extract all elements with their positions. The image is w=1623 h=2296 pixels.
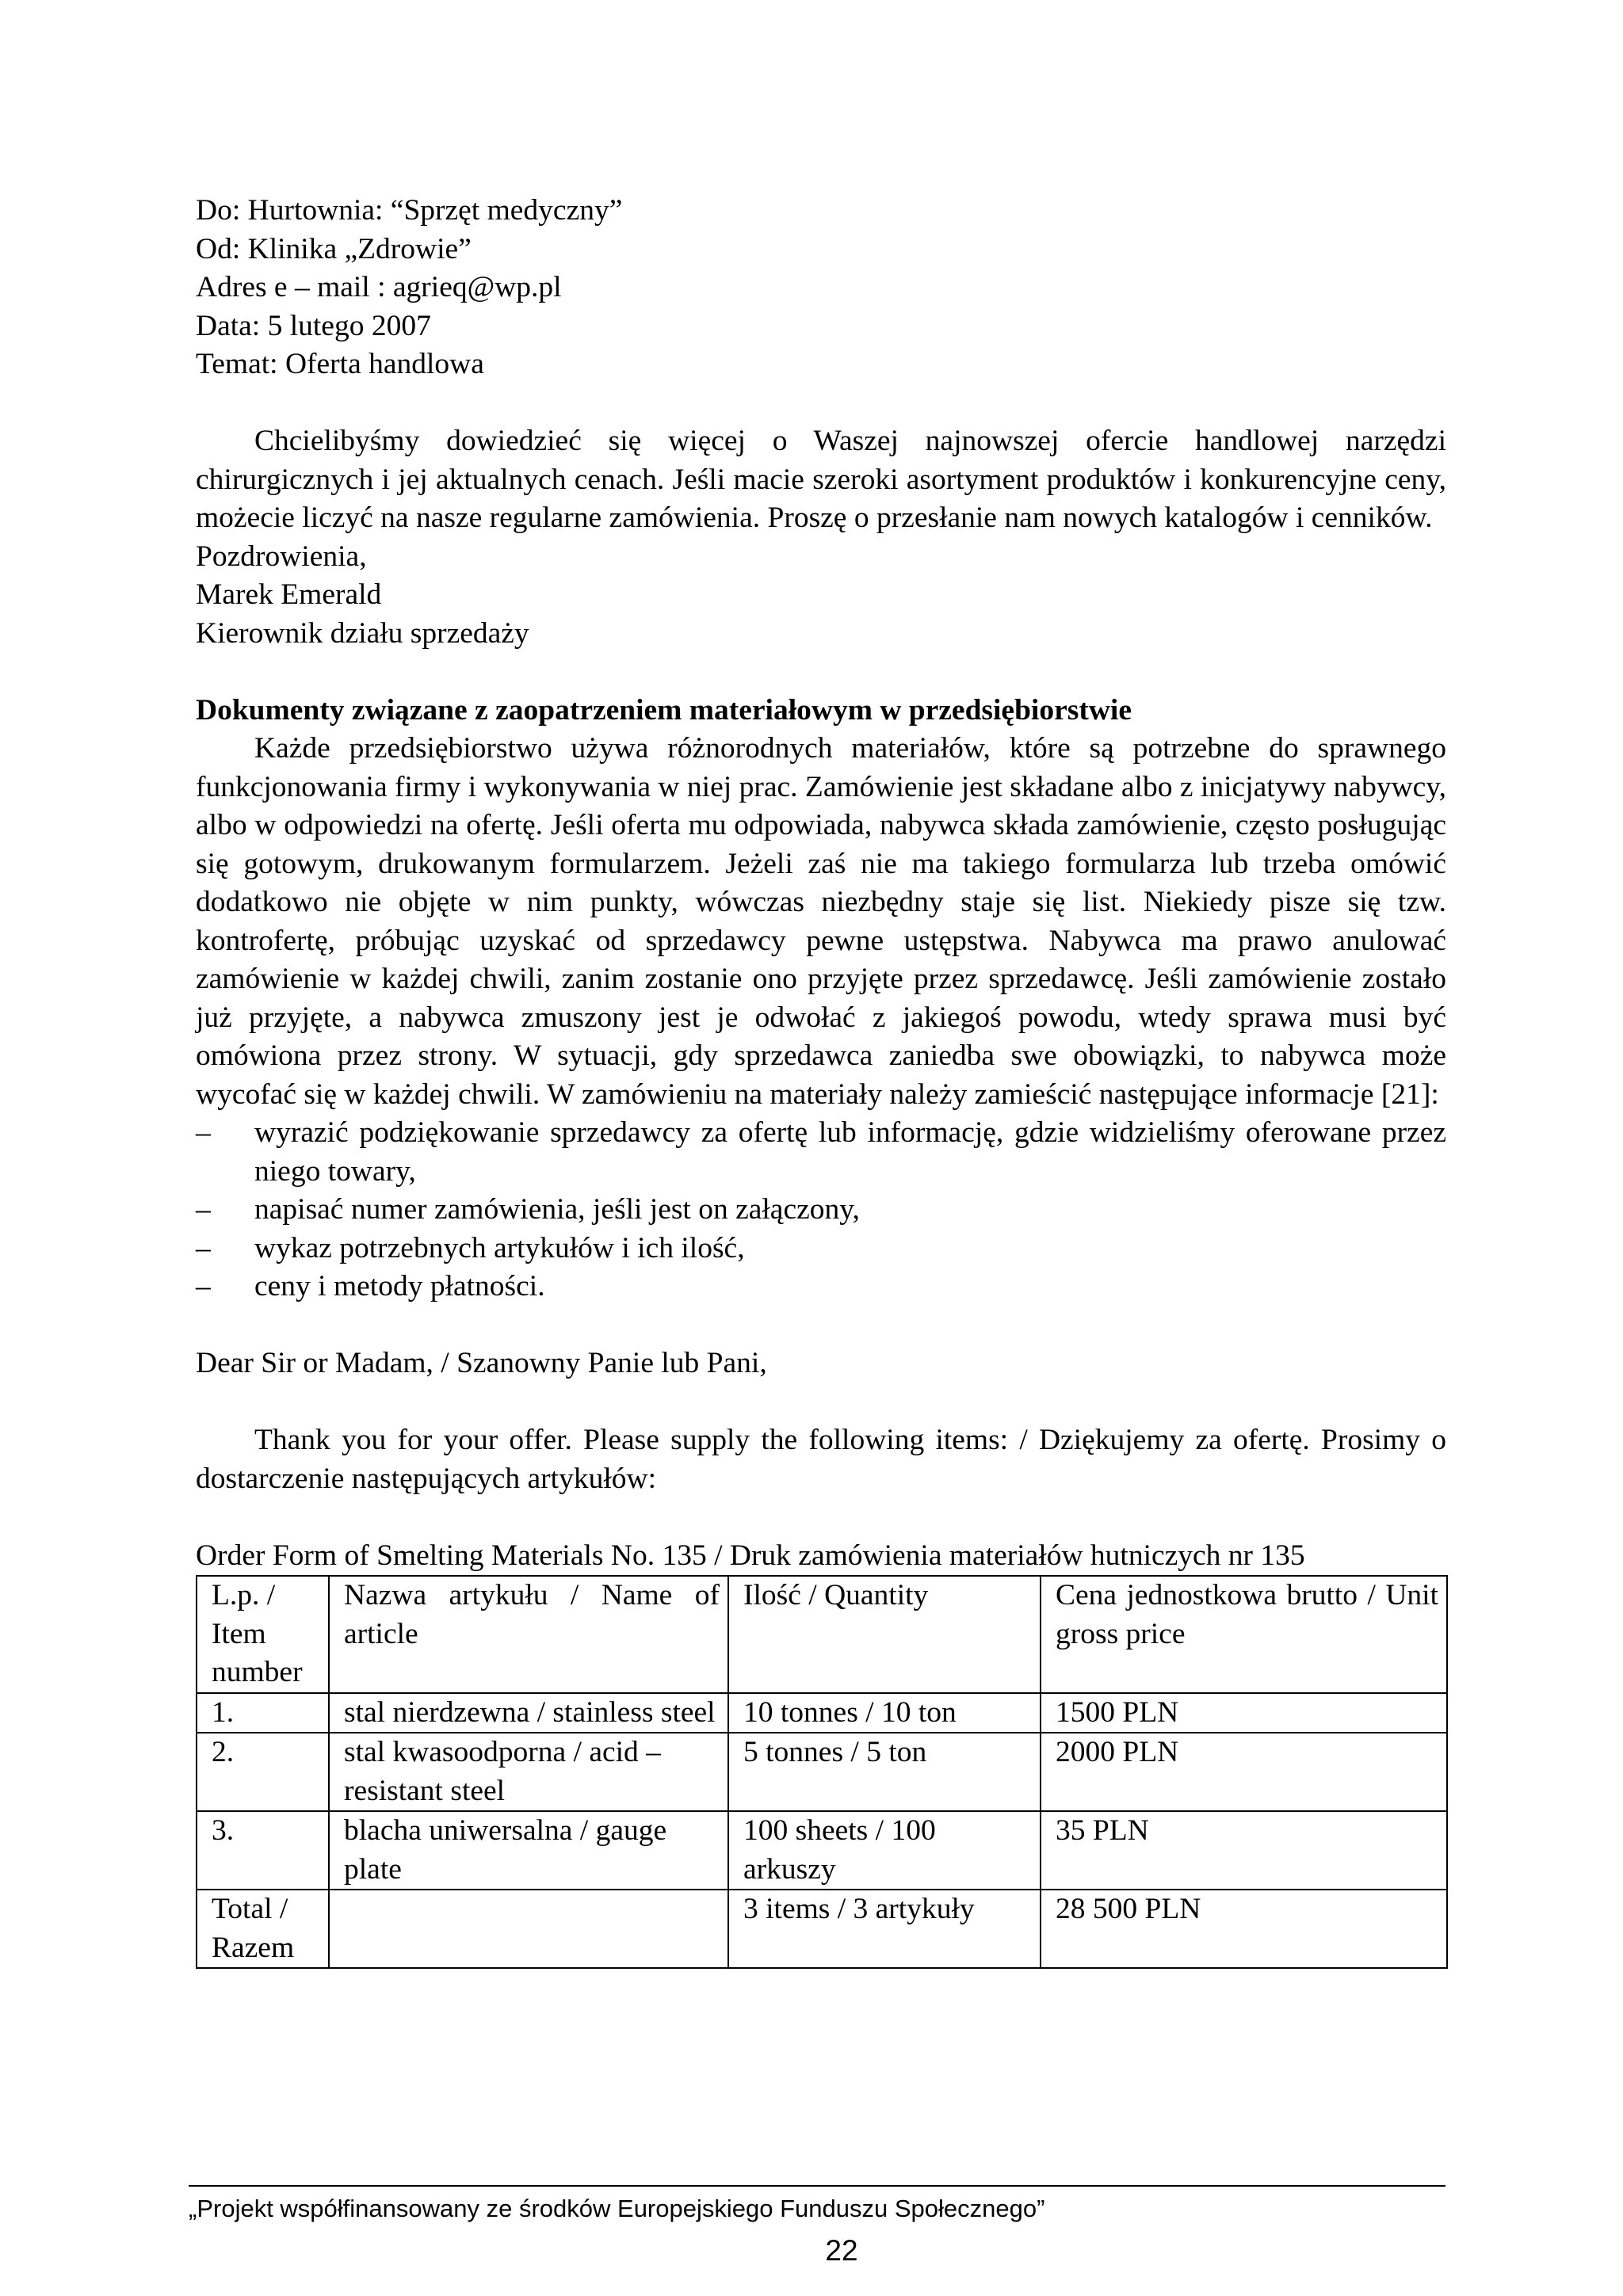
cell-quantity: 5 tonnes / 5 ton	[728, 1733, 1041, 1811]
list-dash: –	[196, 1231, 211, 1264]
table-caption: Order Form of Smelting Materials No. 135 / Druk zamówienia materiałów hutniczych nr 135	[196, 1539, 1305, 1572]
header-item-number: L.p. / Item number	[197, 1576, 329, 1693]
header-quantity: Ilość / Quantity	[728, 1576, 1041, 1693]
spacer	[196, 1306, 1446, 1345]
letter-email: Adres e – mail : agrieq@wp.pl	[196, 271, 562, 303]
list-dash: –	[196, 1270, 211, 1302]
letter-body: Chcielibyśmy dowiedzieć się więcej o Waszej najnowszej ofercie handlowej narzędzi chirurgicznych i jej aktualnych cenach. Jeśli macie szeroki asortyment produktów i konkurencyjne ceny, możecie liczyć na nasze regularne zamówienia. Proszę o przesłanie nam nowych katalogów i cenników.	[196, 425, 1446, 534]
letter-date: Data: 5 lutego 2007	[196, 309, 431, 342]
cell-total-price: 28 500 PLN	[1041, 1890, 1447, 1968]
order-request: Thank you for your offer. Please supply the following items: / Dziękujemy za ofertę. Prosimy o dostarczenie następujących artykułów:	[196, 1424, 1446, 1495]
list-item-text: napisać numer zamówienia, jeśli jest on załączony,	[254, 1193, 860, 1226]
header-article-name: Nazwa artykułu / Name of article	[329, 1576, 728, 1693]
letter-subject: Temat: Oferta handlowa	[196, 348, 484, 380]
order-table	[196, 1575, 1448, 1969]
list-item-text: wyrazić podziękowanie sprzedawcy za ofertę lub informację, gdzie widzieliśmy oferowane przez niego towary,	[254, 1116, 1446, 1188]
cell-unit-price: 2000 PLN	[1041, 1733, 1447, 1811]
list-item-text: wykaz potrzebnych artykułów i ich ilość,	[254, 1231, 745, 1264]
cell-unit-price: 1500 PLN	[1041, 1693, 1447, 1733]
list-item	[196, 1114, 1446, 1191]
requirements-list	[196, 1114, 1446, 1306]
list-item-text: ceny i metody płatności.	[254, 1270, 545, 1302]
spacer	[196, 1383, 1446, 1422]
table-row	[197, 1811, 1447, 1890]
section-body: Każde przedsiębiorstwo używa różnorodnych materiałów, które są potrzebne do sprawnego funkcjonowania firmy i wykonywania w niej prac. Zamówienie jest składane albo z inicjatywy nabywcy, albo w odpowiedzi na ofertę. Jeśli oferta mu odpowiada, nabywca składa zamówienie, często posługując się gotowym, drukowanym formularzem. Jeżeli zaś nie ma takiego formularza lub trzeba omówić dodatkowo nie objęte w nim punkty, wówczas niezbędny staje się list. Niekiedy pisze się tzw. kontrofertę, próbując uzyskać od sprzedawcy pewne ustępstwa. Nabywca ma prawo anulować zamówienie w każdej chwili, zanim zostanie ono przyjęte przez sprzedawcę. Jeśli zamówienie zostało już przyjęte, a nabywca zmuszony jest je odwołać z jakiegoś powodu, wtedy sprawa musi być omówiona przez strony. W sytuacji, gdy sprzedawca zaniedba swe obowiązki, to nabywca może wycofać się w każdej chwili. W zamówieniu na materiały należy zamieścić następujące informacje [21]:	[196, 732, 1446, 1111]
cell-unit-price: 35 PLN	[1041, 1811, 1447, 1890]
cell-quantity: 100 sheets / 100 arkuszy	[728, 1811, 1041, 1890]
cell-quantity: 10 tonnes / 10 ton	[728, 1693, 1041, 1733]
cell-total-label: Total / Razem	[197, 1890, 329, 1968]
cell-total-quantity: 3 items / 3 artykuły	[728, 1890, 1041, 1968]
table-row	[197, 1693, 1447, 1733]
document-page	[196, 192, 1446, 1969]
table-header-row	[197, 1576, 1447, 1693]
signature-closing: Pozdrowienia,	[196, 540, 367, 573]
letter-from: Od: Klinika „Zdrowie”	[196, 232, 472, 265]
signature-role: Kierownik działu sprzedaży	[196, 616, 529, 650]
list-dash: –	[196, 1116, 211, 1149]
cell-article-name: stal kwasoodporna / acid – resistant steel	[329, 1733, 728, 1811]
signature-name: Marek Emerald	[196, 578, 382, 611]
footer-text: „Projekt współfinansowany ze środków Europejskiego Funduszu Społecznego”	[189, 2195, 1045, 2222]
cell-article-name: blacha uniwersalna / gauge plate	[329, 1811, 728, 1890]
section-heading: Dokumenty związane z zaopatrzeniem materiałowym w przedsiębiorstwie	[196, 693, 1132, 727]
cell-item-number: 2.	[197, 1733, 329, 1811]
list-item	[196, 1268, 1446, 1306]
table-row	[197, 1733, 1447, 1811]
salutation: Dear Sir or Madam, / Szanowny Panie lub Pani,	[196, 1347, 767, 1379]
letter-to: Do: Hurtownia: “Sprzęt medyczny”	[196, 194, 623, 227]
letter-header	[196, 192, 1446, 384]
page-number: 22	[825, 2234, 858, 2267]
table-total-row	[197, 1890, 1447, 1968]
list-dash: –	[196, 1193, 211, 1226]
cell-article-name: stal nierdzewna / stainless steel	[329, 1693, 728, 1733]
cell-total-empty	[329, 1890, 728, 1968]
header-unit-price: Cena jednostkowa brutto / Unit gross price	[1041, 1576, 1447, 1693]
cell-item-number: 1.	[197, 1693, 329, 1733]
footer-divider	[189, 2185, 1445, 2187]
spacer	[196, 384, 1446, 423]
list-item	[196, 1191, 1446, 1230]
list-item	[196, 1230, 1446, 1268]
spacer	[196, 1498, 1446, 1537]
cell-item-number: 3.	[197, 1811, 329, 1890]
spacer	[196, 653, 1446, 692]
